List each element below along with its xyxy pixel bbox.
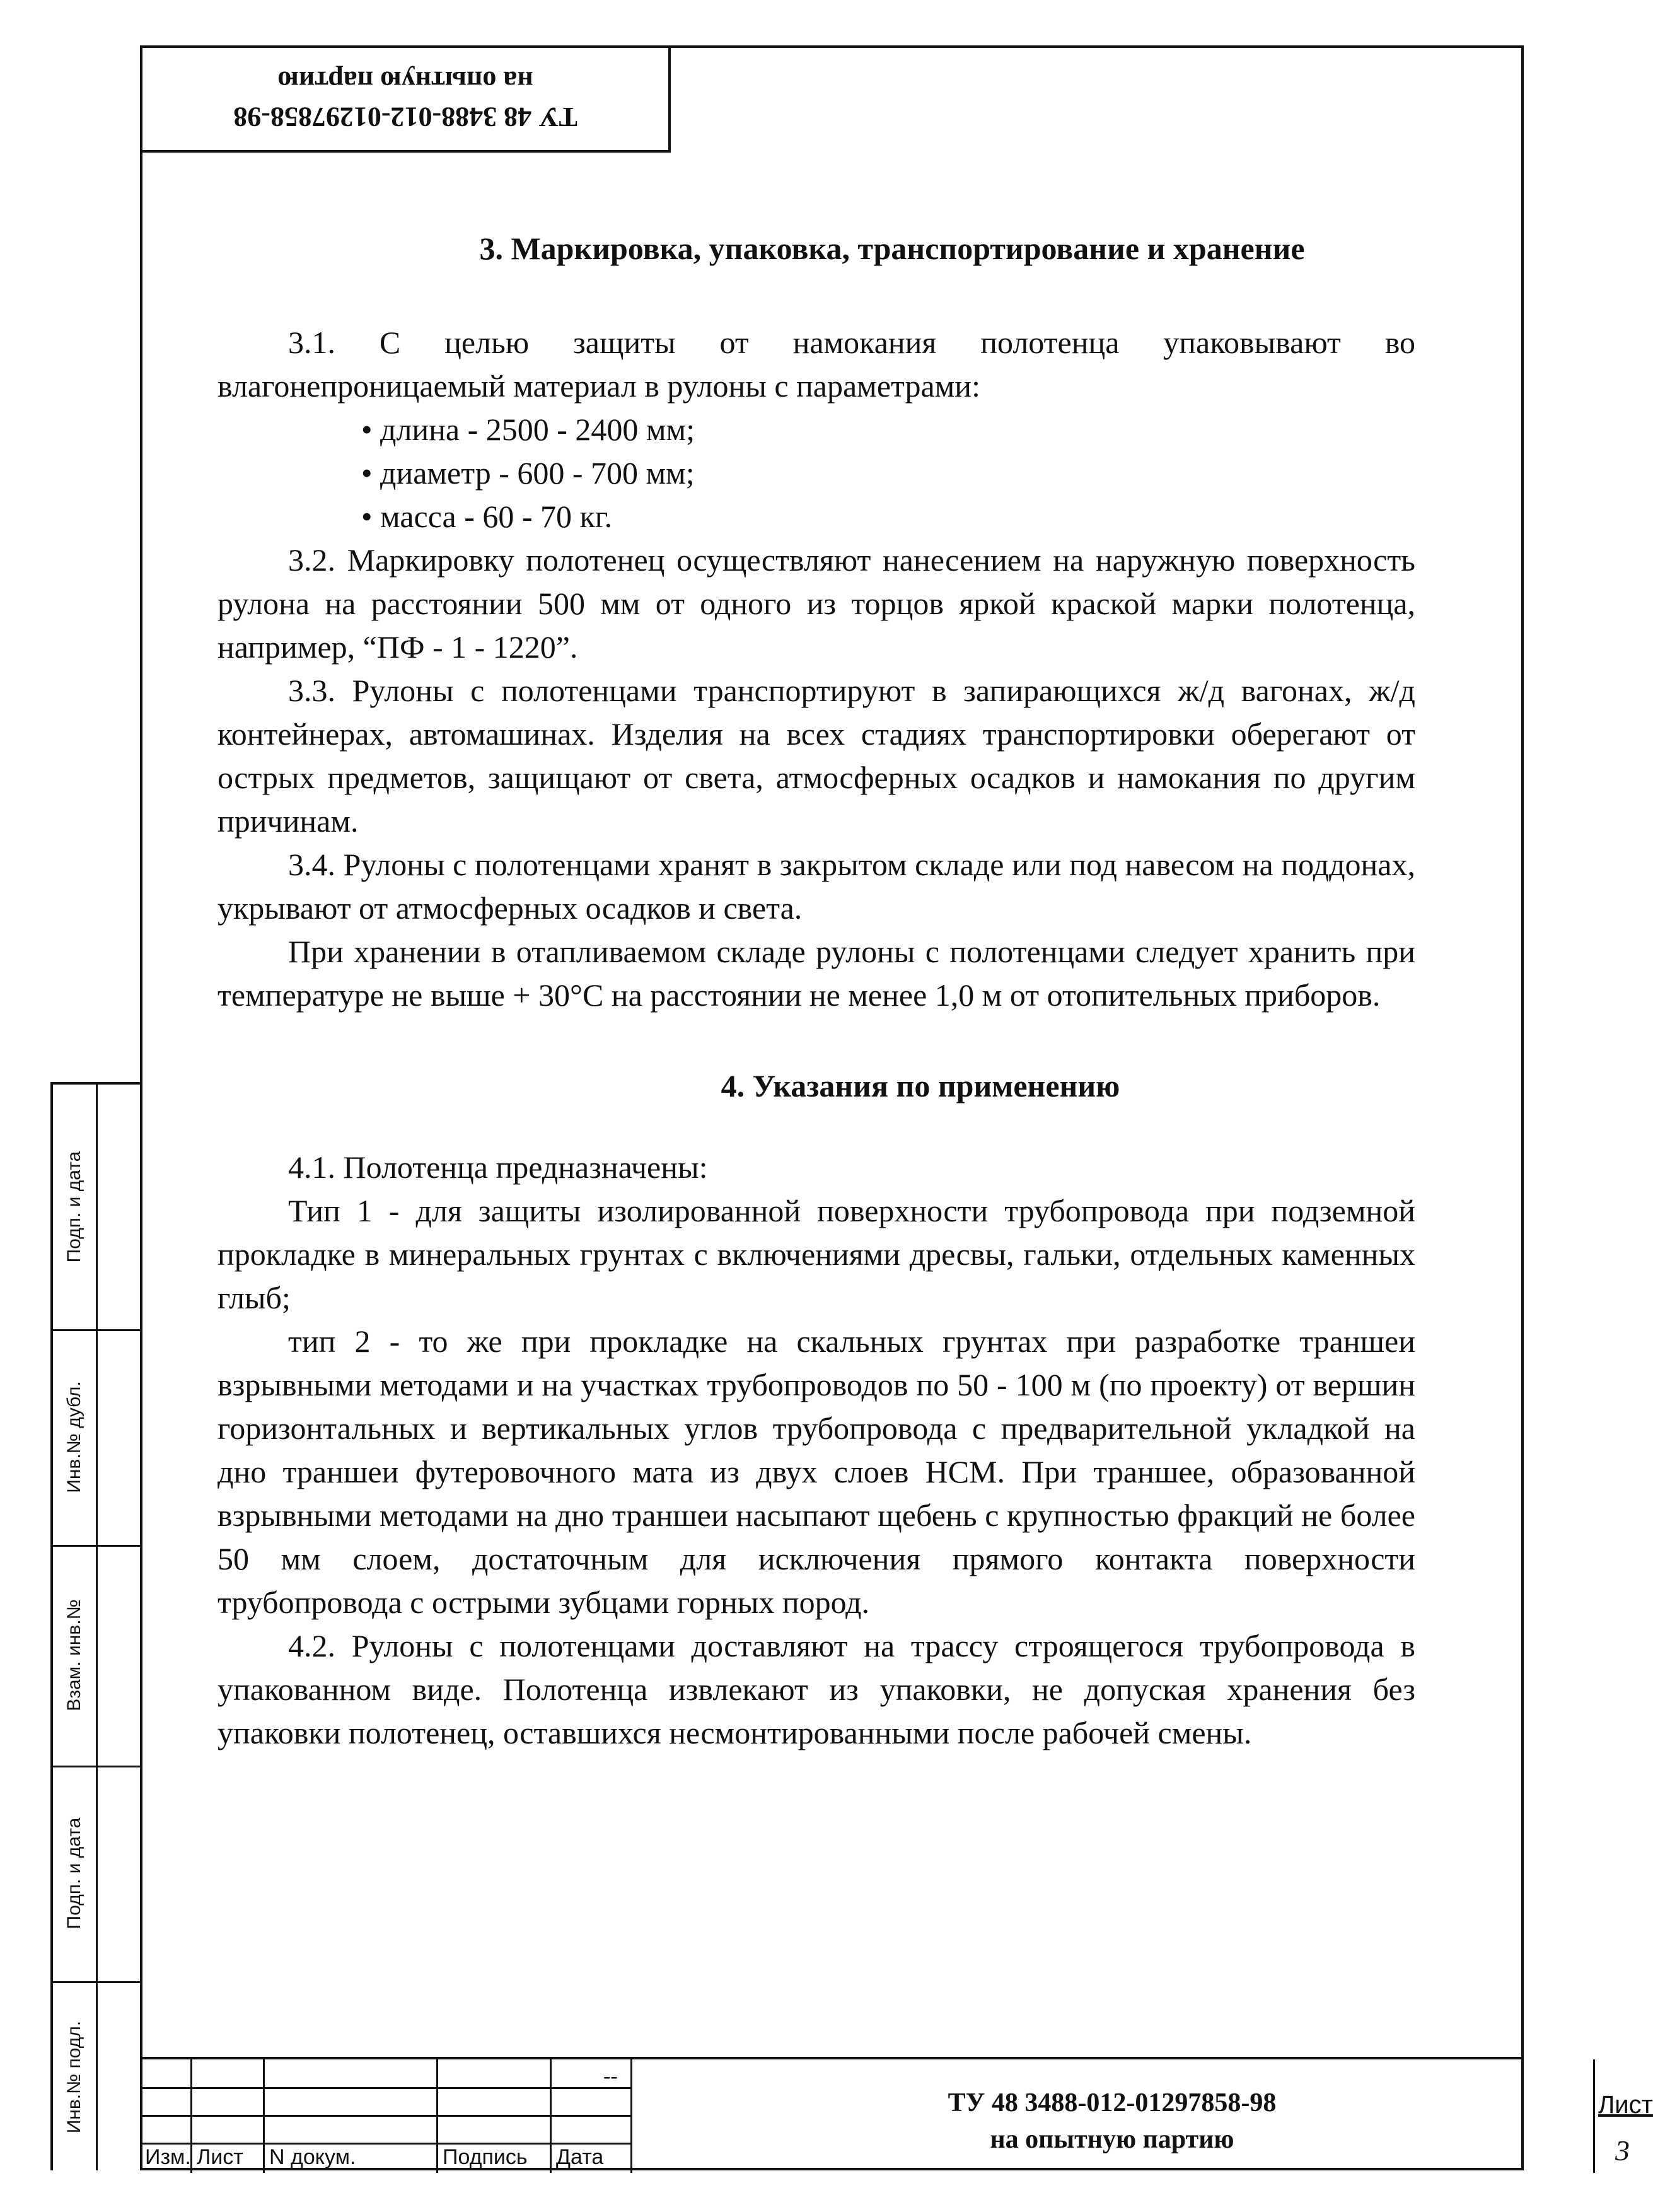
side-label-orig-inv: Инв.№ подл. [64, 2020, 84, 2134]
col-header-change: Изм. [145, 2145, 191, 2169]
sheet-label: Лист [1598, 2091, 1653, 2119]
paragraph-3-3: 3.3. Рулоны с полотенцами транспортируют в запирающихся ж/д вагонах, ж/д контейнерах, автомашинах. Изделия на всех стадиях транспортировки оберегают от острых предметов, защищают от света, атмосферных осадков и намокания по другим причинам. [218, 673, 1415, 839]
header-stamp [140, 45, 671, 153]
paragraph-4-1: 4.1. Полотенца предназначены: [288, 1150, 708, 1185]
document-subtitle: на опытную партию [990, 2125, 1234, 2154]
document-code-text: ТУ 48 3488-012-01297858-98 [948, 2088, 1277, 2117]
title-block-dash: -- [603, 2064, 618, 2088]
title-block-row-line [140, 2143, 630, 2145]
roll-parameters-list [218, 408, 1415, 538]
title-block [140, 2057, 1653, 2173]
side-label-sign-date: Подп. и дата [64, 1151, 84, 1263]
title-block-row-line [140, 2115, 630, 2117]
sheet-number: 3 [1615, 2134, 1630, 2167]
side-label-replace-inv: Взам. инв.№ [64, 1599, 84, 1711]
document-code [630, 2085, 1594, 2158]
paragraph-3-1: 3.1. С целью защиты от намокания полотенца упаковывают во влагонепроницаемый материал в рулоны с параметрами: [218, 325, 1415, 404]
paragraph-3-4: 3.4. Рулоны с полотенцами хранят в закрытом складе или под навесом на поддонах, укрывают от атмосферных осадков и света. [218, 847, 1415, 926]
col-header-date: Дата [556, 2145, 604, 2169]
paragraph-3-4-storage: При хранении в отапливаемом складе рулоны с полотенцами следует хранить при температуре не выше + 30°С на расстоянии не менее 1,0 м от отопительных приборов. [218, 934, 1415, 1013]
header-stamp-code: ТУ 48 3488-012-01297858-98 [233, 102, 577, 133]
param-diameter: • диаметр - 600 - 700 мм; [361, 451, 1415, 495]
param-mass: • масса - 60 - 70 кг. [361, 495, 1415, 538]
section-4-heading: 4. Указания по применению [721, 1068, 1120, 1103]
side-label-dup-inv: Инв.№ дубл. [64, 1381, 84, 1493]
param-length: • длина - 2500 - 2400 мм; [361, 408, 1415, 451]
side-label-sign-date-2: Подп. и дата [64, 1817, 84, 1930]
paragraph-4-2: 4.2. Рулоны с полотенцами доставляют на трассу строящегося трубопровода в упакованном виде. Полотенца извлекают из упаковки, не допуская хранения без упаковки полотенец, оставшихся несмонтированными после рабочей смены. [218, 1628, 1415, 1750]
col-header-signature: Подпись [443, 2145, 528, 2169]
paragraph-type-1: Тип 1 - для защиты изолированной поверхности трубопровода при подземной прокладке в минеральных грунтах с включениями дресвы, гальки, отдельных каменных глыб; [218, 1193, 1415, 1315]
header-stamp-subtitle: на опытную партию [277, 66, 533, 96]
paragraph-3-2: 3.2. Маркировку полотенец осуществляют нанесением на наружную поверхность рулона на расстоянии 500 мм от одного из торцов яркой краской марки полотенца, например, “ПФ - 1 - 1220”. [218, 542, 1415, 665]
paragraph-type-2: тип 2 - то же при прокладке на скальных грунтах при разработке траншеи взрывными методами и на участках трубопроводов по 50 - 100 м (по проекту) от вершин горизонтальных и вертикальных углов трубопровода с предварительной укладкой на дно траншеи футеровочного мата из двух слоев НСМ. При траншее, образованной взрывными методами на дно траншеи насыпают щебень с крупностью фракций не более 50 мм слоем, достаточным для исключения прямого контакта поверхности трубопровода с острыми зубцами горных пород. [218, 1324, 1415, 1620]
side-stamp [50, 1082, 140, 2170]
section-3-heading: 3. Маркировка, упаковка, транспортирование и хранение [479, 231, 1305, 266]
document-body [218, 227, 1415, 1755]
col-header-doc-number: N докум. [269, 2145, 356, 2169]
title-block-row-line [140, 2087, 630, 2089]
side-stamp-divider [96, 1085, 98, 2170]
col-header-sheet: Лист [197, 2145, 243, 2169]
